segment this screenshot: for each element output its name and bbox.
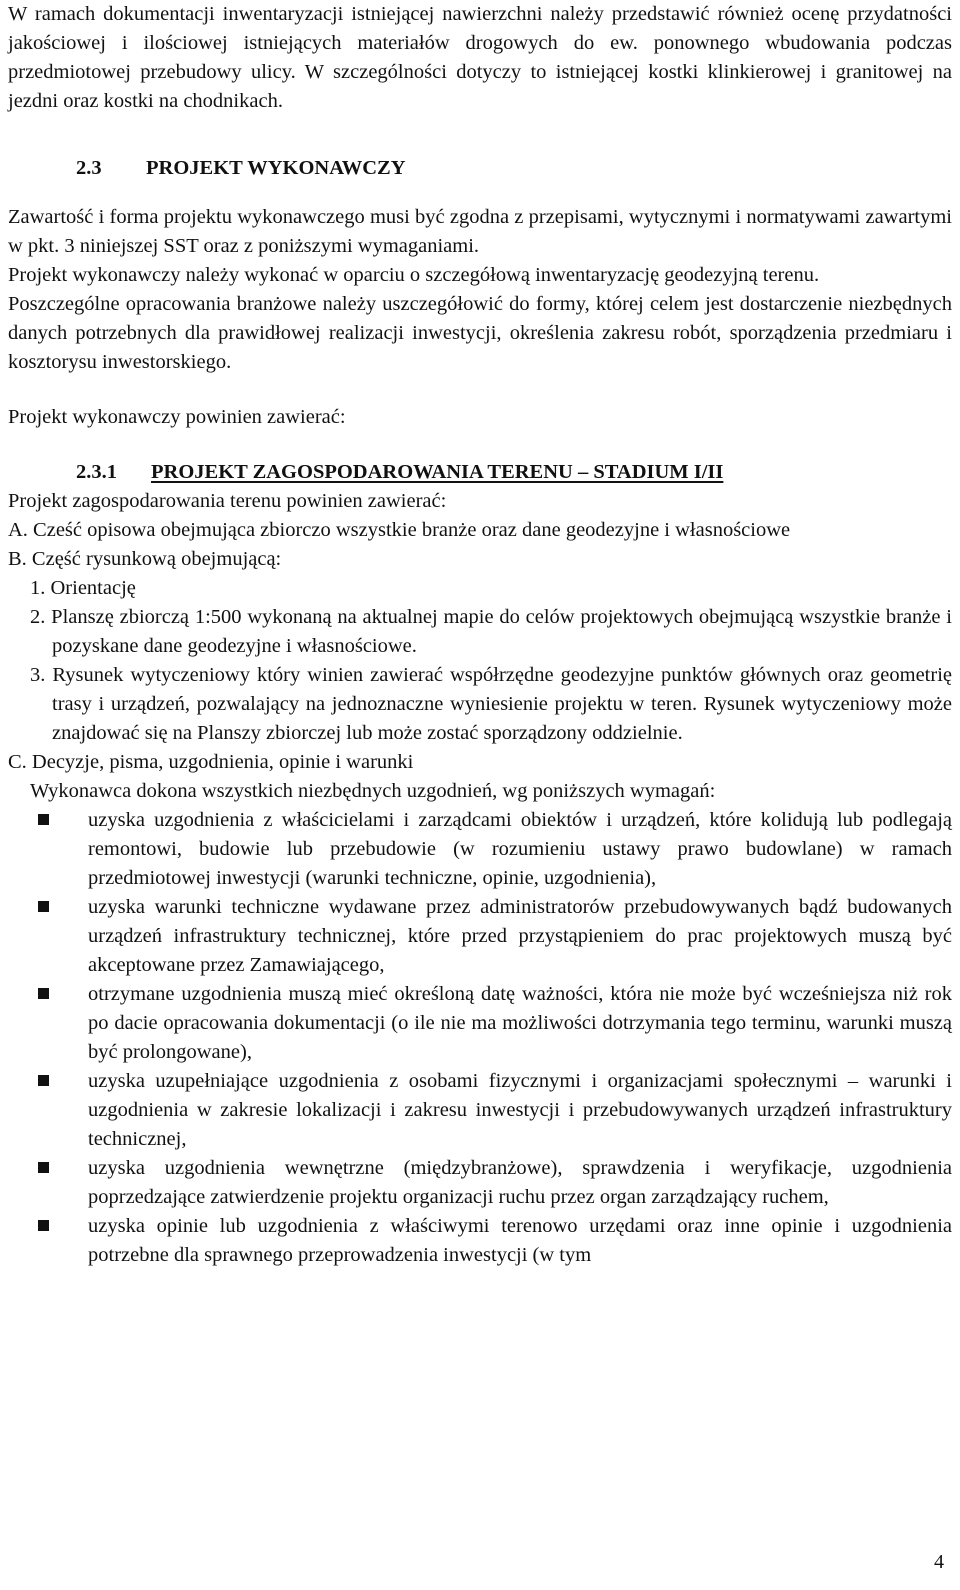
section-heading-2-3-1 (76, 458, 952, 487)
paragraph-form-requirements: Zawartość i forma projektu wykonawczego musi być zgodna z przepisami, wytycznymi i normatywami zawartymi w pkt. 3 niniejszej SST oraz z poniższymi wymaganiami. (8, 206, 952, 257)
part-c-intro: Wykonawca dokona wszystkich niezbędnych uzgodnień, wg poniższych wymagań: (30, 780, 716, 802)
document-page (8, 0, 952, 1270)
square-bullet-icon (38, 814, 49, 825)
list-item: otrzymane uzgodnienia muszą mieć określoną datę ważności, która nie może być wcześniejsza niż rok po dacie opracowania dokumentacji (o ile nie ma możliwości dotrzymania tego terminu, warunki muszą być prolongowane), (8, 980, 952, 1067)
section-title: PROJEKT WYKONAWCZY (146, 157, 406, 179)
intro-paragraph: W ramach dokumentacji inwentaryzacji istniejącej nawierzchni należy przedstawić również ocenę przydatności jakościowej i ilościowej istniejących materiałów drogowych do ew. ponownego wbudowania podczas przedmiotowej przebudowy ulicy. W szczególności dotyczy to istniejącej kostki klinkierowej i granitowej na jezdni oraz kostki na chodnikach. (8, 3, 952, 112)
square-bullet-icon (38, 988, 49, 999)
section-number: 2.3 (76, 157, 102, 179)
part-b-drawings: B. Część rysunkową obejmującą: (8, 548, 282, 570)
list-item: uzyska uzupełniające uzgodnienia z osobami fizycznymi i organizacjami społecznymi – warunki i uzgodnienia w zakresie lokalizacji i zakresu inwestycji i przebudowywanych urządzeń infrastruktury technicznej, (8, 1067, 952, 1154)
square-bullet-icon (38, 1075, 49, 1086)
section-number: 2.3.1 (76, 461, 117, 483)
paragraph-survey-basis: Projekt wykonawczy należy wykonać w oparciu o szczegółową inwentaryzację geodezyjną terenu. (8, 264, 820, 286)
list-item: 3. Rysunek wytyczeniowy który winien zawierać współrzędne geodezyjne punktów głównych oraz geometrię trasy i urządzeń, pozwalający na jednoznaczne wyniesienie projektu w teren. Rysunek wytyczeniowy może znajdować się na Planszy zbiorczej lub może zostać sporządzony oddzielnie. (30, 664, 952, 744)
list-item: uzyska opinie lub uzgodnienia z właściwymi terenowo urzędami oraz inne opinie i uzgodnienia potrzebne dla sprawnego przeprowadzenia inwestycji (w tym (8, 1212, 952, 1270)
section-heading-2-3 (76, 154, 952, 183)
page-number: 4 (934, 1551, 944, 1573)
paragraph-branch-studies: Poszczególne opracowania branżowe należy uszczegółowić do formy, której celem jest dostarczenie niezbędnych danych potrzebnych dla prawidłowej realizacji inwestycji, określenia zakresu robót, sporządzenia przedmiaru i kosztorysu inwestorskiego. (8, 293, 952, 373)
drawings-list (8, 574, 952, 748)
square-bullet-icon (38, 901, 49, 912)
part-c-decisions: C. Decyzje, pisma, uzgodnienia, opinie i warunki (8, 751, 414, 773)
list-item: uzyska uzgodnienia z właścicielami i zarządcami obiektów i urządzeń, które kolidują lub podlegają remontowi, budowie lub przebudowie (w rozumieniu ustawy prawo budowlane) w ramach przedmiotowej inwestycji (warunki techniczne, opinie, uzgodnienia), (8, 806, 952, 893)
section-title: PROJEKT ZAGOSPODAROWANIA TERENU – STADIUM I/II (151, 461, 724, 483)
square-bullet-icon (38, 1162, 49, 1173)
list-item: 1. Orientację (30, 577, 136, 599)
requirements-list (8, 806, 952, 1270)
square-bullet-icon (38, 1220, 49, 1231)
paragraph-land-plan-intro: Projekt zagospodarowania terenu powinien zawierać: (8, 490, 447, 512)
list-item: uzyska warunki techniczne wydawane przez administratorów przebudowywanych bądź budowanych urządzeń infrastruktury technicznej, które przed przystąpieniem do prac projektowych muszą być akceptowane przez Zamawiającego, (8, 893, 952, 980)
list-item: 2. Planszę zbiorczą 1:500 wykonaną na aktualnej mapie do celów projektowych obejmującą wszystkie branże i pozyskane dane geodezyjne i własnościowe. (30, 606, 952, 657)
list-item: uzyska uzgodnienia wewnętrzne (międzybranżowe), sprawdzenia i weryfikacje, uzgodnienia poprzedzające zatwierdzenie projektu organizacji ruchu przez organ zarządzający ruchem, (8, 1154, 952, 1212)
part-a-descriptive: A. Cześć opisowa obejmująca zbiorczo wszystkie branże oraz dane geodezyjne i własnościowe (8, 519, 791, 541)
paragraph-should-contain: Projekt wykonawczy powinien zawierać: (8, 406, 346, 428)
